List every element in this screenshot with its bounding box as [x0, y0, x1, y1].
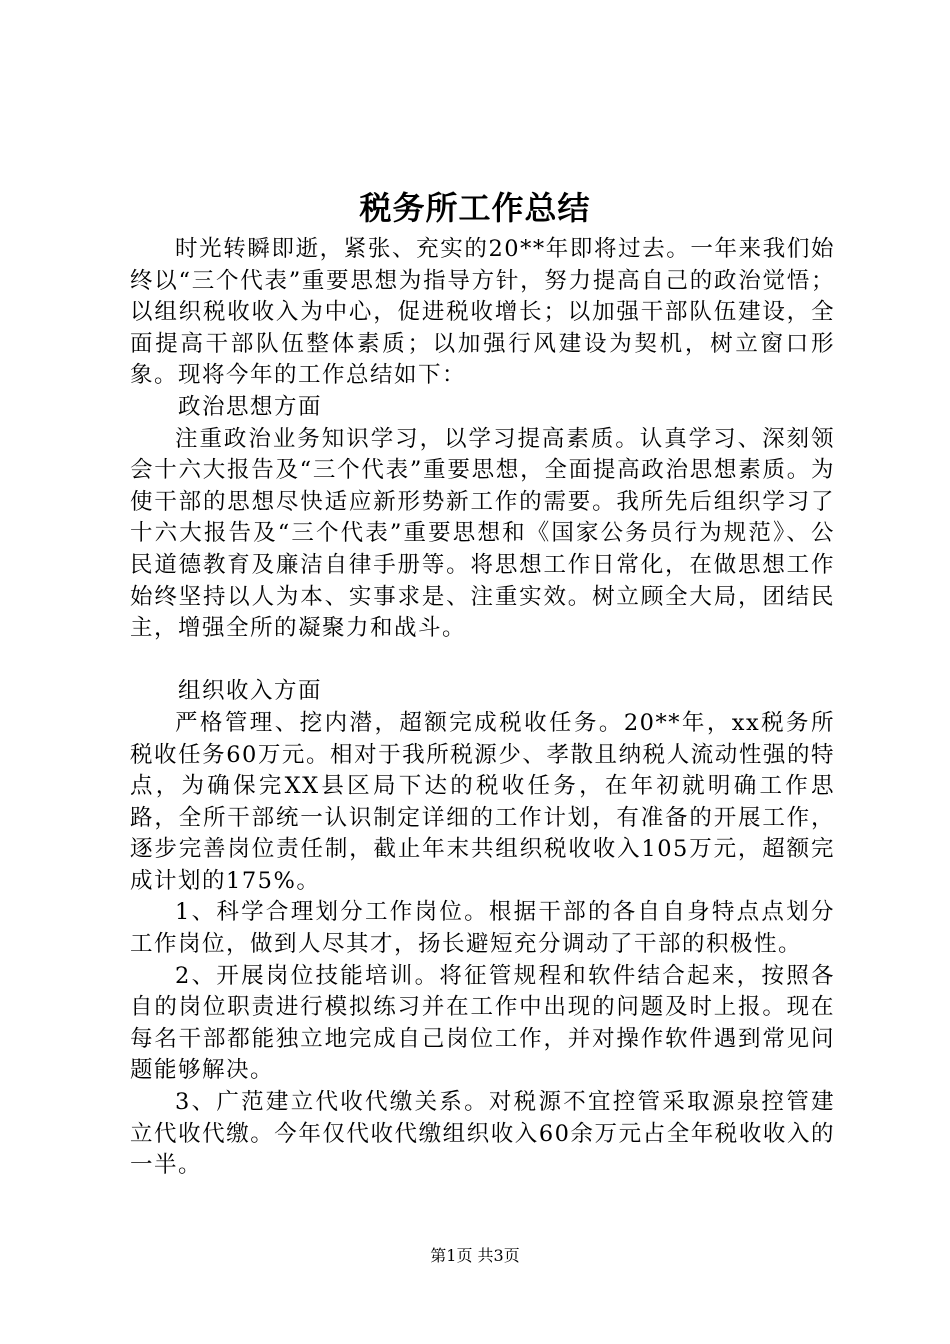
- document-title: 税务所工作总结: [359, 189, 591, 227]
- list-item-2: 2、开展岗位技能培训。将征管规程和软件结合起来，按照各自的岗位职责进行模拟练习并在工作中出现的问题及时上报。现在每名干部都能独立地完成自己岗位工作，并对操作软件遇到常见问题能够解决。: [130, 962, 835, 1084]
- list-item-1: 1、科学合理划分工作岗位。根据干部的各自自身特点点划分工作岗位，做到人尽其才，扬长避短充分调动了干部的积极性。: [130, 899, 835, 958]
- intro-paragraph: 时光转瞬即逝，紧张、充实的20**年即将过去。一年来我们始终以“三个代表”重要思想为指导方针，努力提高自己的政治觉悟；以组织税收收入为中心，促进税收增长；以加强干部队伍建设，全面提高干部队伍整体素质；以加强行风建设为契机，树立窗口形象。现将今年的工作总结如下：: [130, 236, 835, 389]
- paragraph-gap: [130, 645, 835, 677]
- section-heading-politics: 政治思想方面: [178, 393, 323, 420]
- page-number-footer: 第1页 共3页: [430, 1246, 520, 1265]
- list-item-3: 3、广范建立代收代缴关系。对税源不宜控管采取源泉控管建立代收代缴。今年仅代收代缴组织收入60余万元占全年税收收入的一半。: [130, 1089, 835, 1179]
- section-paragraph-politics: 注重政治业务知识学习，以学习提高素质。认真学习、深刻领会十六大报告及“三个代表”重要思想，全面提高政治思想素质。为使干部的思想尽快适应新形势新工作的需要。我所先后组织学习了十六大报告及“三个代表”重要思想和《国家公务员行为规范》、公民道德教育及廉洁自律手册等。将思想工作日常化，在做思想工作始终坚持以人为本、实事求是、注重实效。树立顾全大局，团结民主，增强全所的凝聚力和战斗。: [130, 425, 835, 642]
- section-paragraph-revenue: 严格管理、挖内潜，超额完成税收任务。20**年，xx税务所税收任务60万元。相对于我所税源少、孝散且纳税人流动性强的特点，为确保完XX县区局下达的税收任务，在年初就明确工作思路，全所干部统一认识制定详细的工作计划，有准备的开展工作，逐步完善岗位责任制，截止年末共组织税收收入105万元，超额完成计划的175%。: [130, 709, 835, 894]
- document-body: [130, 234, 835, 1182]
- section-heading-revenue: 组织收入方面: [178, 678, 323, 705]
